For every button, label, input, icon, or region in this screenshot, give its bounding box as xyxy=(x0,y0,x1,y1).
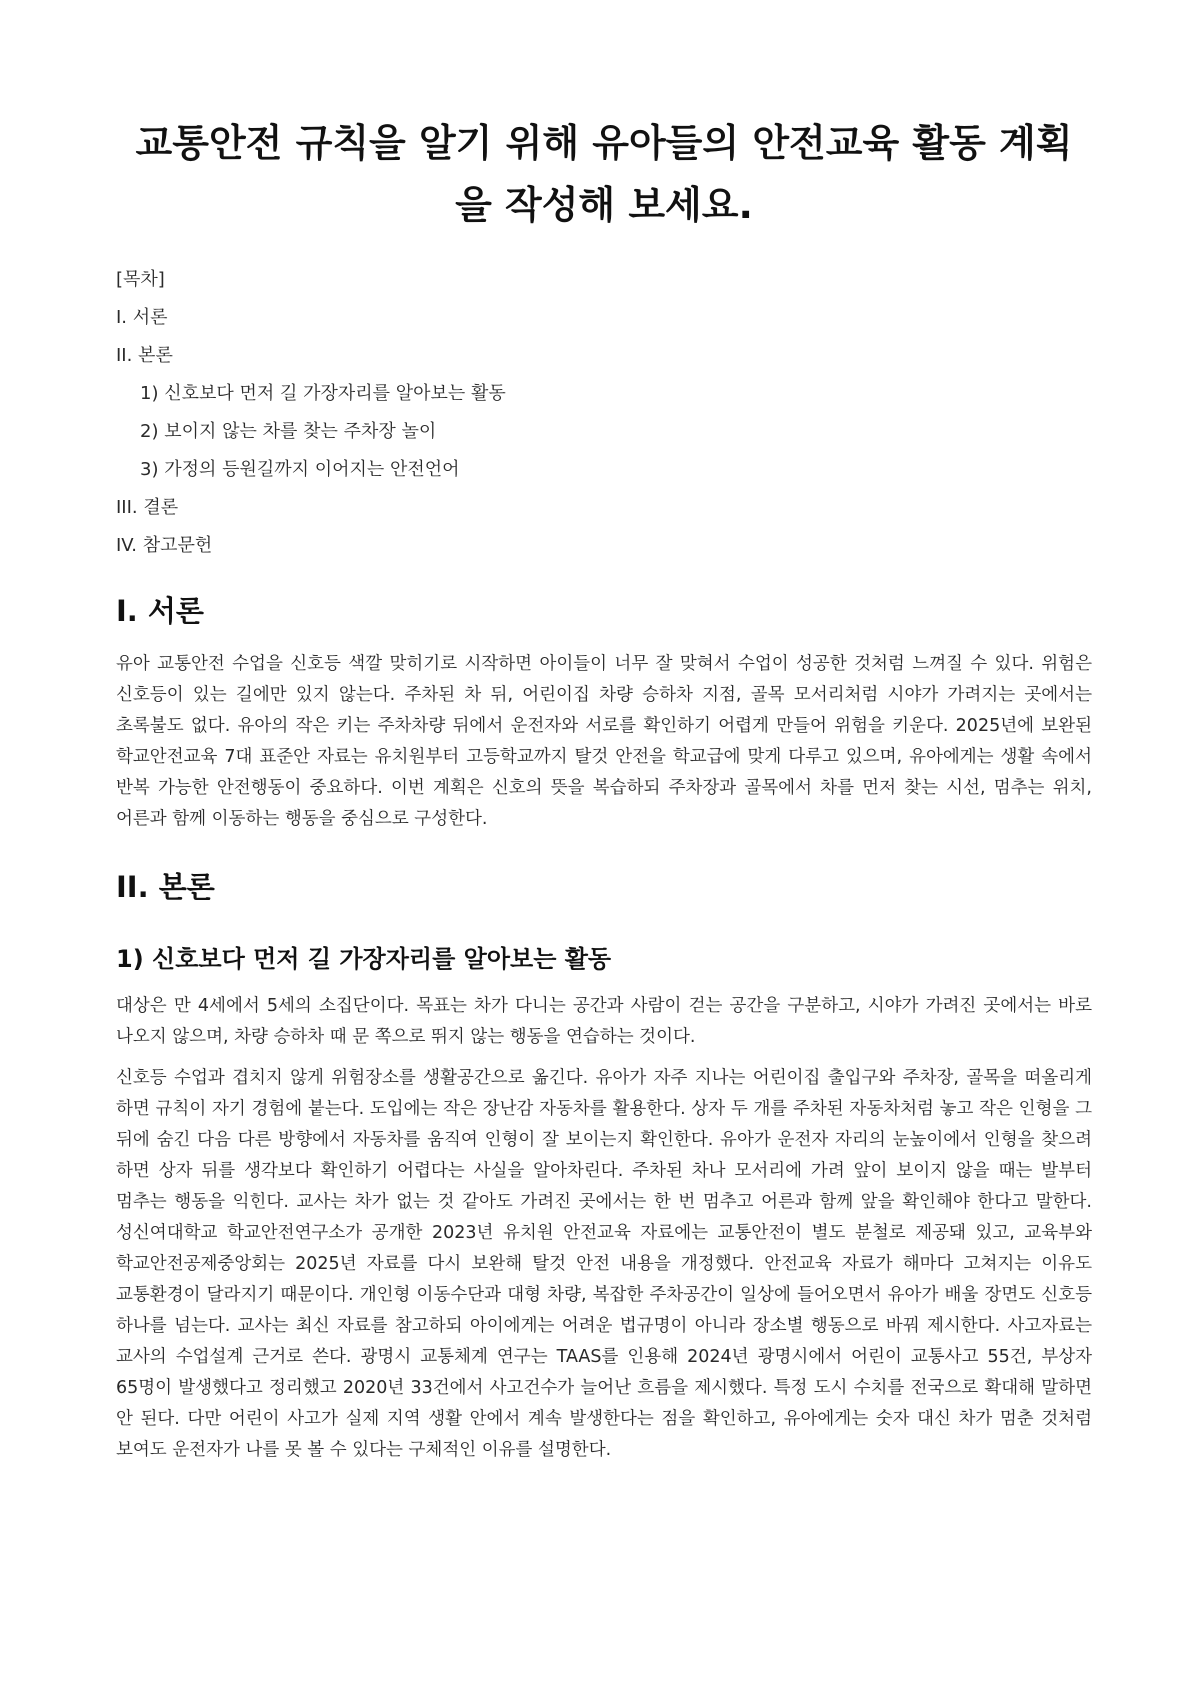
toc-item-conclusion: III. 결론 xyxy=(116,497,179,518)
subsection-1-paragraph-1: 대상은 만 4세에서 5세의 소집단이다. 목표는 차가 다니는 공간과 사람이 걷는 공간을 구분하고, 시야가 가려진 곳에서는 바로 나오지 않으며, 차량 승하차 때 문 쪽으로 뛰지 않는 행동을 연습하는 것이다. xyxy=(116,996,1092,1047)
toc-item-body-sub1: 1) 신호보다 먼저 길 가장자리를 알아보는 활동 xyxy=(140,383,506,404)
section-heading-intro: I. 서론 xyxy=(116,594,204,628)
subsection-1-paragraph-2: 신호등 수업과 겹치지 않게 위험장소를 생활공간으로 옮긴다. 유아가 자주 지나는 어린이집 출입구와 주차장, 골목을 떠올리게 하면 규칙이 자기 경험에 붙는다. 도입에는 작은 장난감 자동차를 활용한다. 상자 두 개를 주차된 자동차처럼 놓고 작은 인형을 그 뒤에 숨긴 다음 다른 방향에서 자동차를 움직여 인형이 잘 보이는지 확인한다. 유아가 운전자 자리의 눈높이에서 인형을 찾으려 하면 상자 뒤를 생각보다 확인하기 어렵다는 사실을 알아차린다. 주차된 차나 모서리에 가려 앞이 보이지 않을 때는 발부터 멈추는 행동을 익힌다. 교사는 차가 없는 것 같아도 가려진 곳에서는 한 번 멈추고 어른과 함께 앞을 확인해야 한다고 말한다. 성신여대학교 학교안전연구소가 공개한 2023년 유치원 안전교육 자료에는 교통안전이 별도 분철로 제공돼 있고, 교육부와 학교안전공제중앙회는 2025년 자료를 다시 보완해 탈것 안전 내용을 개정했다. 안전교육 자료가 해마다 고쳐지는 이유도 교통환경이 달라지기 때문이다. 개인형 이동수단과 대형 차량, 복잡한 주차공간이 일상에 들어오면서 유아가 배울 장면도 신호등 하나를 넘는다. 교사는 최신 자료를 참고하되 아이에게는 어려운 법규명이 아니라 장소별 행동으로 바꿔 제시한다. 사고자료는 교사의 수업설계 근거로 쓴다. 광명시 교통체계 연구는 TAAS를 인용해 2024년 광명시에서 어린이 교통사고 55건, 부상자 65명이 발생했다고 정리했고 2020년 33건에서 사고건수가 늘어난 흐름을 제시했다. 특정 도시 수치를 전국으로 확대해 말하면 안 된다. 다만 어린이 사고가 실제 지역 생활 안에서 계속 발생한다는 점을 확인하고, 유아에게는 숫자 대신 차가 멈춘 것처럼 보여도 운전자가 나를 못 볼 수 있다는 구체적인 이유를 설명한다. xyxy=(116,1068,1092,1460)
toc-item-body-sub2: 2) 보이지 않는 차를 찾는 주차장 놀이 xyxy=(140,421,437,442)
toc-heading: [목차] xyxy=(116,269,165,290)
toc-item-intro: I. 서론 xyxy=(116,307,168,328)
toc-item-body: II. 본론 xyxy=(116,345,173,366)
toc-item-body-sub3: 3) 가정의 등원길까지 이어지는 안전언어 xyxy=(140,459,460,480)
toc-item-references: IV. 참고문헌 xyxy=(116,535,213,556)
section-heading-body: II. 본론 xyxy=(116,870,215,904)
table-of-contents xyxy=(116,268,1092,557)
document-title: 교통안전 규칙을 알기 위해 유아들의 안전교육 활동 계획을 작성해 보세요. xyxy=(135,121,1073,227)
subsection-heading-1: 1) 신호보다 먼저 길 가장자리를 알아보는 활동 xyxy=(116,945,612,973)
intro-paragraph: 유아 교통안전 수업을 신호등 색깔 맞히기로 시작하면 아이들이 너무 잘 맞혀서 수업이 성공한 것처럼 느껴질 수 있다. 위험은 신호등이 있는 길에만 있지 않는다. 주차된 차 뒤, 어린이집 차량 승하차 지점, 골목 모서리처럼 시야가 가려지는 곳에서는 초록불도 없다. 유아의 작은 키는 주차차량 뒤에서 운전자와 서로를 확인하기 어렵게 만들어 위험을 키운다. 2025년에 보완된 학교안전교육 7대 표준안 자료는 유치원부터 고등학교까지 탈것 안전을 학교급에 맞게 다루고 있으며, 유아에게는 생활 속에서 반복 가능한 안전행동이 중요하다. 이번 계획은 신호의 뜻을 복습하되 주차장과 골목에서 차를 먼저 찾는 시선, 멈추는 위치, 어른과 함께 이동하는 행동을 중심으로 구성한다. xyxy=(116,654,1092,829)
